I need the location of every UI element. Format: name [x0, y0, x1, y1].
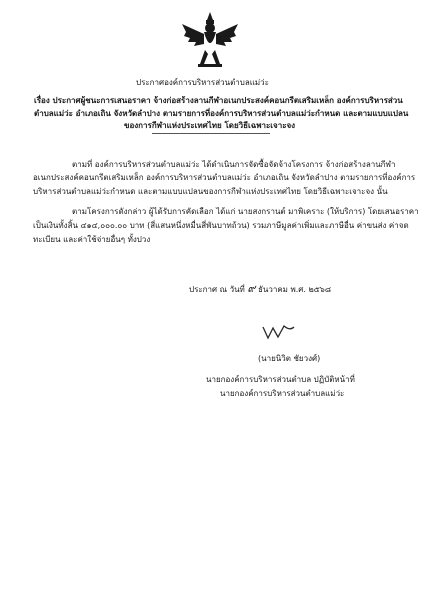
para2-line-2: เป็นเงินทั้งสิ้น ๔๑๔,๐๐๐.๐๐ บาท (สี่แสนหนึ่งหมื่นสี่พันบาทถ้วน) รวมภาษีมูลค่าเพิ่มและภาษีอื่น ค่าขนส่ง ค่าจด — [33, 221, 409, 230]
subject-line-3: ของการกีฬาแห่งประเทศไทย โดยวิธีเฉพาะเจาะจง — [124, 121, 296, 130]
subject-line-2: ตำบลแม่ว่ะ อำเภอเถิน จังหวัดลำปาง ตามรายการที่องค์การบริหารส่วนตำบลแม่ว่ะกำหนด และตามแบบแปลน — [34, 109, 409, 118]
announcement-date — [189, 283, 331, 294]
subject-line-1: เรื่อง ประกาศผู้ชนะการเสนอราคา จ้างก่อสร้างลานกีฬาอเนกประสงค์คอนกรีตเสริมเหล็ก องค์การบริหารส่วน — [34, 96, 403, 105]
para2-line-3: ทะเบียน และค่าใช้จ่ายอื่นๆ ทั้งปวง — [33, 235, 151, 244]
para1-line-1: ตามที่ องค์การบริหารส่วนตำบลแม่ว่ะ ได้ดำเนินการจัดซื้อจัดจ้างโครงการ จ้างก่อสร้างลานกีฬา — [72, 160, 396, 169]
date-day: ๙ — [247, 282, 256, 295]
date-prefix: ประกาศ ณ วันที่ — [189, 285, 245, 294]
garuda-emblem-icon — [180, 10, 240, 70]
divider-line — [152, 133, 270, 134]
signer-title-1: นายกองค์การบริหารส่วนตำบล ปฏิบัติหน้าที่ — [206, 375, 355, 384]
signer-name: (นายนิวิต ชัยวงศ์) — [258, 354, 321, 363]
signature-mark-icon — [260, 323, 300, 341]
date-month-year: ธันวาคม พ.ศ. ๒๕๖๘ — [257, 285, 332, 294]
para1-line-2: อเนกประสงค์คอนกรีตเสริมเหล็ก องค์การบริหารส่วนตำบลแม่ว่ะ อำเภอเถิน จังหวัดลำปาง ตามรายการที่องค์การ — [33, 173, 416, 182]
para1-line-3: บริหารส่วนตำบลแม่ว่ะกำหนด และตามแบบแปลนของการกีฬาแห่งประเทศไทย โดยวิธีเฉพาะเจาะจง นั้น — [33, 187, 388, 196]
issuer-title: ประกาศองค์การบริหารส่วนตำบลแม่ว่ะ — [136, 78, 269, 87]
para2-line-1: ตามโครงการดังกล่าว ผู้ได้รับการคัดเลือก ได้แก่ นายสงกรานต์ มาพิเคราะ (ให้บริการ) โดยเสนอราคา — [72, 207, 419, 216]
signer-title-2: นายกองค์การบริหารส่วนตำบลแม่ว่ะ — [220, 389, 345, 398]
